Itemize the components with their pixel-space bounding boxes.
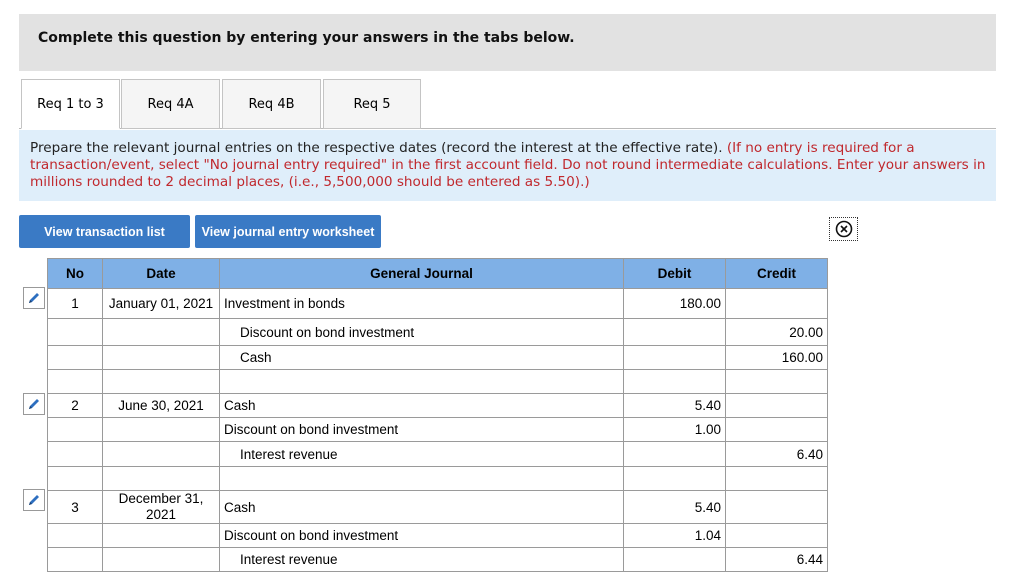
instructions-panel	[19, 130, 996, 201]
entry-date	[103, 467, 220, 491]
debit-cell[interactable]: 1.04	[624, 524, 726, 548]
table-row	[48, 548, 828, 572]
entry-number	[48, 442, 103, 467]
entry-number: 1	[48, 289, 103, 319]
credit-cell[interactable]: 160.00	[726, 346, 828, 370]
entry-date: December 31, 2021	[103, 491, 220, 524]
edit-entry-1-button[interactable]	[23, 287, 45, 309]
tab-req-1-to-3[interactable]: Req 1 to 3	[21, 79, 120, 129]
account-cell[interactable]	[220, 467, 624, 491]
debit-cell[interactable]: 5.40	[624, 394, 726, 418]
table-header-row	[48, 259, 828, 289]
entry-date	[103, 548, 220, 572]
entry-number	[48, 524, 103, 548]
view-journal-entry-worksheet-button[interactable]: View journal entry worksheet	[195, 215, 381, 248]
header-no: No	[48, 259, 103, 289]
header-date: Date	[103, 259, 220, 289]
entry-number	[48, 467, 103, 491]
pencil-icon	[26, 396, 42, 412]
credit-cell[interactable]	[726, 467, 828, 491]
debit-cell[interactable]	[624, 319, 726, 346]
instructions-note: (If no entry is required for a transaction/event, select "No journal entry required" in the first account field. Do not round intermediate calculations. Enter your answers in millions rounded to 2 decimal places, (i.e., 5,500,000 should be entered as 5.50).)	[30, 140, 986, 190]
entry-number	[48, 418, 103, 442]
table-row	[48, 524, 828, 548]
debit-cell[interactable]	[624, 548, 726, 572]
header-general-journal: General Journal	[220, 259, 624, 289]
entry-date	[103, 442, 220, 467]
debit-cell[interactable]	[624, 442, 726, 467]
table-row	[48, 491, 828, 524]
account-cell[interactable]: Cash	[220, 346, 624, 370]
table-row	[48, 394, 828, 418]
debit-cell[interactable]	[624, 370, 726, 394]
close-circle-icon	[835, 220, 853, 238]
entry-number	[48, 346, 103, 370]
debit-cell[interactable]: 5.40	[624, 491, 726, 524]
entry-number	[48, 548, 103, 572]
entry-date	[103, 346, 220, 370]
credit-cell[interactable]	[726, 394, 828, 418]
entry-number	[48, 370, 103, 394]
table-row	[48, 289, 828, 319]
account-cell[interactable]: Cash	[220, 394, 624, 418]
debit-cell[interactable]: 180.00	[624, 289, 726, 319]
tab-req-4b[interactable]: Req 4B	[222, 79, 321, 129]
account-cell[interactable]: Discount on bond investment	[220, 418, 624, 442]
debit-cell[interactable]: 1.00	[624, 418, 726, 442]
entry-number: 2	[48, 394, 103, 418]
account-cell[interactable]: Interest revenue	[220, 548, 624, 572]
tab-req-4a[interactable]: Req 4A	[121, 79, 220, 129]
view-transaction-list-button[interactable]: View transaction list	[19, 215, 190, 248]
table-row	[48, 346, 828, 370]
account-cell[interactable]	[220, 370, 624, 394]
entry-date: January 01, 2021	[103, 289, 220, 319]
entry-date	[103, 418, 220, 442]
table-row	[48, 442, 828, 467]
account-cell[interactable]: Discount on bond investment	[220, 524, 624, 548]
instructions-text: Prepare the relevant journal entries on the respective dates (record the interest at the effective rate).	[30, 140, 727, 156]
entry-date	[103, 524, 220, 548]
account-cell[interactable]: Cash	[220, 491, 624, 524]
table-row	[48, 418, 828, 442]
credit-cell[interactable]: 6.40	[726, 442, 828, 467]
pencil-icon	[26, 290, 42, 306]
table-row	[48, 467, 828, 491]
tab-req-5[interactable]: Req 5	[323, 79, 421, 129]
credit-cell[interactable]: 20.00	[726, 319, 828, 346]
table-row	[48, 370, 828, 394]
credit-cell[interactable]	[726, 524, 828, 548]
credit-cell[interactable]	[726, 289, 828, 319]
header-debit: Debit	[624, 259, 726, 289]
edit-entry-2-button[interactable]	[23, 393, 45, 415]
question-header	[19, 14, 996, 71]
entry-number: 3	[48, 491, 103, 524]
account-cell[interactable]: Investment in bonds	[220, 289, 624, 319]
entry-date	[103, 319, 220, 346]
credit-cell[interactable]	[726, 418, 828, 442]
credit-cell[interactable]	[726, 491, 828, 524]
close-button[interactable]	[829, 217, 858, 241]
header-credit: Credit	[726, 259, 828, 289]
debit-cell[interactable]	[624, 467, 726, 491]
edit-entry-3-button[interactable]	[23, 489, 45, 511]
credit-cell[interactable]: 6.44	[726, 548, 828, 572]
table-row	[48, 319, 828, 346]
entry-number	[48, 319, 103, 346]
pencil-icon	[26, 492, 42, 508]
account-cell[interactable]: Interest revenue	[220, 442, 624, 467]
debit-cell[interactable]	[624, 346, 726, 370]
header-title: Complete this question by entering your answers in the tabs below.	[38, 30, 575, 46]
entry-date: June 30, 2021	[103, 394, 220, 418]
account-cell[interactable]: Discount on bond investment	[220, 319, 624, 346]
credit-cell[interactable]	[726, 370, 828, 394]
journal-table	[47, 258, 828, 572]
entry-date	[103, 370, 220, 394]
